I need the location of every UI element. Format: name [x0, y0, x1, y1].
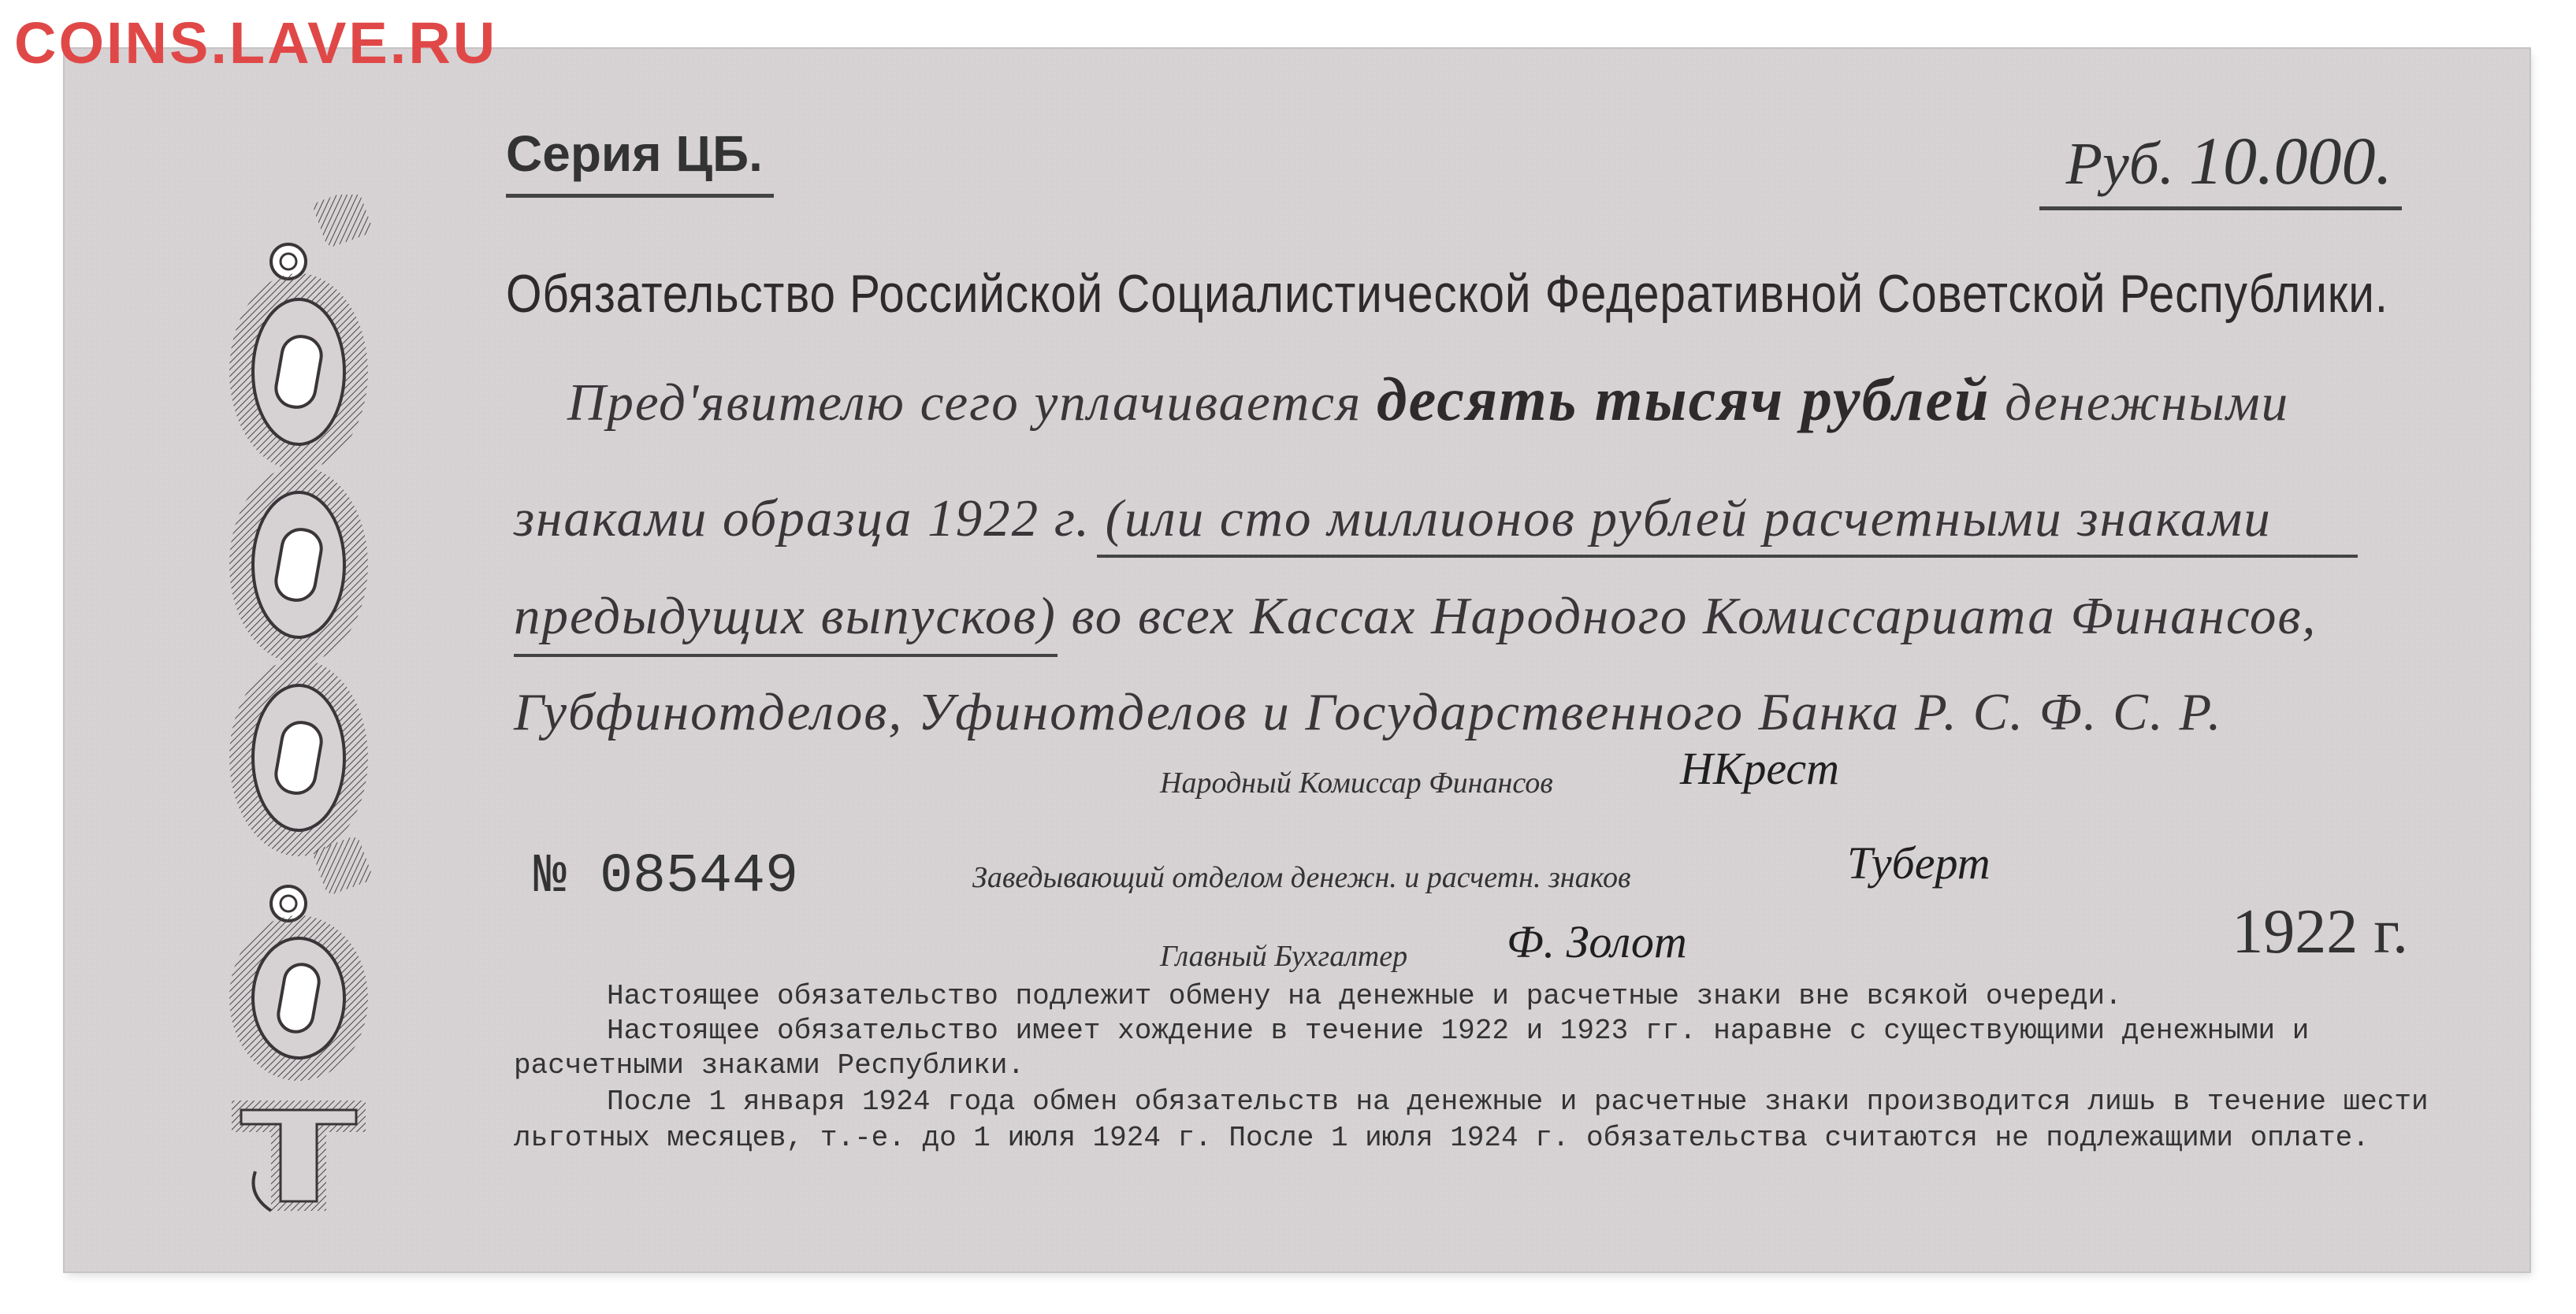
- body-line-3-end: во всех Кассах Народного Комиссариата Финансов,: [1056, 587, 2318, 645]
- numeral-zero-1: [229, 273, 368, 470]
- amount-underline: [2039, 206, 2402, 210]
- numeral-zero-4: [229, 915, 368, 1081]
- issue-year: 1922 г.: [2232, 897, 2408, 967]
- condition-line-1: Настоящее обязательство подлежит обмену на денежные и расчетные знаки вне всякой очереди.: [607, 980, 2122, 1012]
- chief-accountant-label: Главный Бухгалтер: [1160, 940, 1408, 973]
- amount: [2066, 121, 2392, 200]
- body-line-2-end: (или сто миллионов рублей расчетными знаками: [1105, 489, 2272, 548]
- body-line-1: [567, 364, 2289, 435]
- commissar-label: Народный Комиссар Финансов: [1160, 766, 1553, 800]
- head-of-department-label: Заведывающий отделом денежн. и расчетн. знаков: [972, 861, 1631, 894]
- underline-line-2: [1097, 555, 2358, 558]
- body-line-2: [514, 488, 2272, 549]
- underline-line-3: [514, 654, 1058, 657]
- numeral-zero-3: [229, 659, 368, 856]
- commissar-signature: НКрест: [1680, 743, 1840, 794]
- amount-prefix: Руб.: [2065, 131, 2174, 197]
- condition-line-5: льготных месяцев, т.-е. до 1 июля 1924 г. После 1 июля 1924 г. обязательства считаются не подлежащими оплате.: [514, 1122, 2370, 1154]
- series-label: Серия ЦБ.: [506, 125, 763, 182]
- series-underline: [506, 194, 774, 198]
- body-line-3: [514, 586, 2317, 647]
- amount-value: 10.000.: [2189, 123, 2392, 199]
- numeral-zero-2: [229, 466, 368, 663]
- note-title: Обязательство Российской Социалистической Федеративной Советской Республики.: [506, 264, 2388, 324]
- side-numeral-graphic: [224, 195, 381, 1219]
- body-line-3-start: предыдущих выпусков): [514, 587, 1057, 645]
- body-line-1-start: Пред'явителю сего уплачивается: [567, 373, 1377, 432]
- banknote: [65, 49, 2530, 1271]
- condition-line-3: расчетными знаками Республики.: [514, 1049, 1025, 1082]
- body-amount-words: десять тысяч рублей: [1376, 365, 1991, 433]
- body-line-2-start: знаками образца 1922 г.: [514, 489, 1106, 548]
- head-of-department-signature: Туберт: [1847, 837, 1991, 889]
- condition-line-4: После 1 января 1924 года обмен обязательств на денежные и расчетные знаки производится лишь в течение шести: [607, 1086, 2429, 1118]
- serial-number: № 085449: [533, 846, 799, 908]
- body-line-1-end: денежными: [1990, 373, 2290, 432]
- numeral-one: [232, 1101, 366, 1211]
- condition-line-2: Настоящее обязательство имеет хождение в течение 1922 и 1923 гг. наравне с существующими денежными и: [607, 1015, 2310, 1047]
- chief-accountant-signature: Ф. Золот: [1507, 916, 1687, 967]
- numeral-dot-top: [271, 195, 374, 279]
- body-line-4: Губфинотделов, Уфинотделов и Государственного Банка Р. С. Ф. С. Р.: [514, 683, 2223, 741]
- site-watermark: COINS.LAVE.RU: [14, 10, 498, 76]
